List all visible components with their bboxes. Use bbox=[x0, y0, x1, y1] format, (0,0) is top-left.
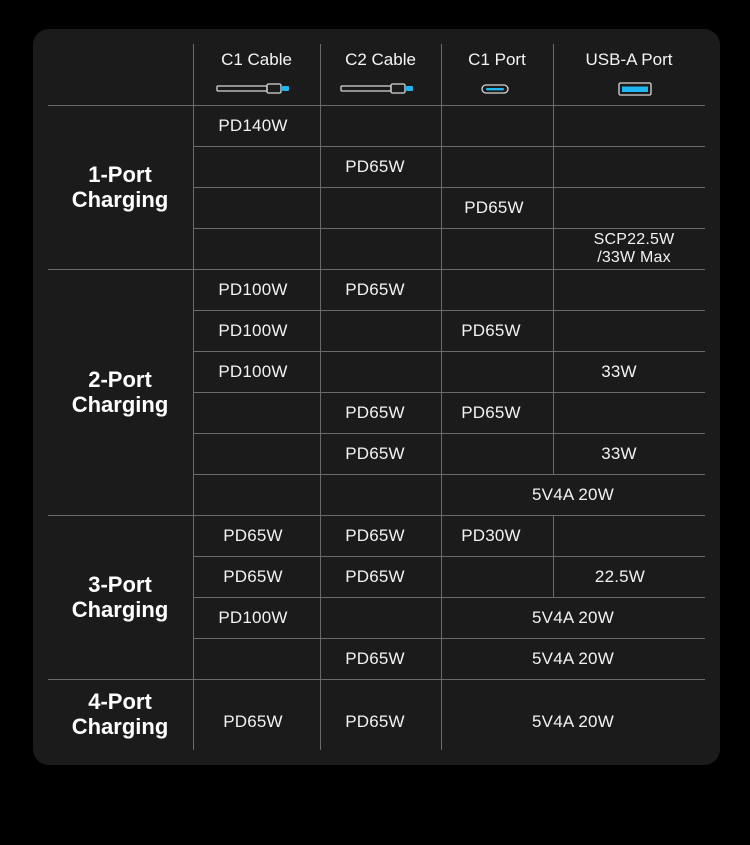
header-c2-cable: C2 Cable bbox=[345, 50, 416, 69]
table-cell: PD30W bbox=[461, 526, 521, 545]
group-label-line: Charging bbox=[71, 597, 169, 622]
table-cell: PD100W bbox=[218, 321, 288, 340]
table-cell: 5V4A 20W bbox=[532, 649, 614, 668]
table-cell: PD65W bbox=[345, 649, 405, 668]
group-label-line: 2-Port bbox=[88, 367, 152, 392]
usb-a-port-icon bbox=[618, 82, 652, 96]
group-label-3-port bbox=[48, 515, 192, 679]
table-cell: PD65W bbox=[223, 711, 283, 731]
usb-c-port-icon bbox=[481, 84, 509, 94]
group-label-line: Charging bbox=[71, 187, 169, 212]
table-cell: 5V4A 20W bbox=[532, 608, 614, 627]
table-cell: PD65W bbox=[345, 711, 405, 731]
table-cell: PD100W bbox=[218, 280, 288, 299]
table-cell: PD140W bbox=[218, 116, 288, 135]
table-cell: PD65W bbox=[223, 526, 283, 545]
table-cell: PD65W bbox=[345, 280, 405, 299]
table-cell: 22.5W bbox=[594, 567, 646, 586]
table-cell: PD65W bbox=[345, 526, 405, 545]
group-label-line: 4-Port bbox=[88, 689, 152, 714]
usb-c-cable-icon bbox=[340, 83, 414, 95]
table-cell: 33W bbox=[601, 444, 637, 463]
group-label-line: 1-Port bbox=[88, 162, 152, 187]
table-cell: PD65W bbox=[345, 567, 405, 586]
table-cell: PD65W bbox=[461, 321, 521, 340]
table-cell: 5V4A 20W bbox=[532, 711, 614, 731]
row-divider bbox=[193, 146, 705, 147]
table-cell: PD65W bbox=[464, 198, 524, 217]
table-cell: PD100W bbox=[218, 608, 288, 627]
table-cell: PD65W bbox=[345, 157, 405, 176]
table-cell: 5V4A 20W bbox=[532, 485, 614, 504]
table-cell: 33W bbox=[601, 362, 637, 381]
column-divider bbox=[193, 44, 194, 750]
table-cell: PD65W bbox=[345, 403, 405, 422]
header-c1-cable: C1 Cable bbox=[221, 50, 292, 69]
group-label-4-port bbox=[48, 679, 192, 749]
group-label-line: Charging bbox=[71, 392, 169, 417]
usb-c-cable-icon bbox=[216, 83, 290, 95]
header-c1-port: C1 Port bbox=[468, 50, 526, 69]
table-cell: PD65W bbox=[223, 567, 283, 586]
group-label-line: 3-Port bbox=[88, 572, 152, 597]
header-usb-a-port: USB-A Port bbox=[585, 50, 673, 69]
table-cell: PD65W bbox=[461, 403, 521, 422]
table-cell: SCP22.5W /33W Max bbox=[593, 230, 675, 266]
table-cell: PD65W bbox=[345, 444, 405, 463]
table-cell: PD100W bbox=[218, 362, 288, 381]
group-label-2-port bbox=[48, 269, 192, 515]
group-label-line: Charging bbox=[71, 714, 169, 739]
group-label-1-port bbox=[48, 105, 192, 269]
